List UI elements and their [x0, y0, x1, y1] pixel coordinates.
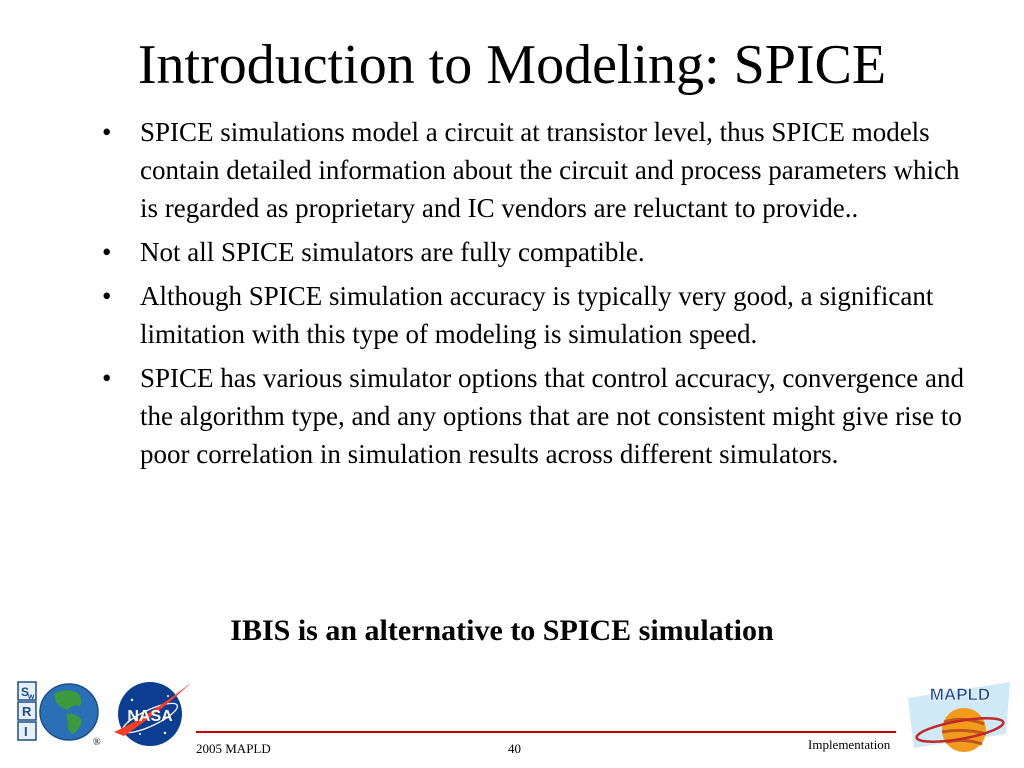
mapld-logo-text: MAPLD — [929, 685, 991, 704]
bullet-item — [100, 233, 980, 271]
bullet-item — [100, 359, 980, 473]
mapld-logo — [906, 678, 1014, 758]
bullet-dot-icon: • — [102, 281, 112, 311]
bullet-item — [100, 113, 980, 227]
bullet-dot-icon: • — [102, 363, 112, 393]
swri-letter-s: S — [21, 685, 30, 699]
footer-right-text: Implementation — [808, 737, 891, 752]
nasa-logo — [110, 678, 196, 748]
slide-title: Introduction to Modeling: SPICE — [137, 34, 887, 96]
registered-mark: ® — [93, 737, 101, 748]
bullet-text: SPICE has various simulator options that control accuracy, convergence and the algorithm type, and any options that are not consistent might give rise to poor correlation in simulation results across different simulators. — [140, 363, 965, 469]
footer-rule — [196, 731, 896, 733]
bullet-dot-icon: • — [102, 117, 112, 147]
swri-logo — [14, 680, 100, 744]
bullet-item — [100, 277, 980, 353]
swri-letter-w: w — [28, 692, 35, 701]
bullet-text: SPICE simulations model a circuit at transistor level, thus SPICE models contain detailed information about the circuit and process parameters which is regarded as proprietary and IC vendors are reluctant to provide.. — [140, 117, 960, 223]
footer-left-text: 2005 MAPLD — [196, 741, 271, 756]
bullet-text: Although SPICE simulation accuracy is typically very good, a significant limitation with this type of modeling is simulation speed. — [140, 281, 934, 349]
callout-text: IBIS is an alternative to SPICE simulation — [230, 614, 774, 647]
swri-letter-i: I — [24, 724, 28, 739]
nasa-logo-text: NASA — [127, 708, 173, 725]
bullet-list — [100, 113, 980, 479]
swri-letter-r: R — [22, 704, 32, 719]
page-number: 40 — [508, 741, 521, 756]
bullet-text: Not all SPICE simulators are fully compatible. — [140, 237, 645, 267]
bullet-dot-icon: • — [102, 237, 112, 267]
